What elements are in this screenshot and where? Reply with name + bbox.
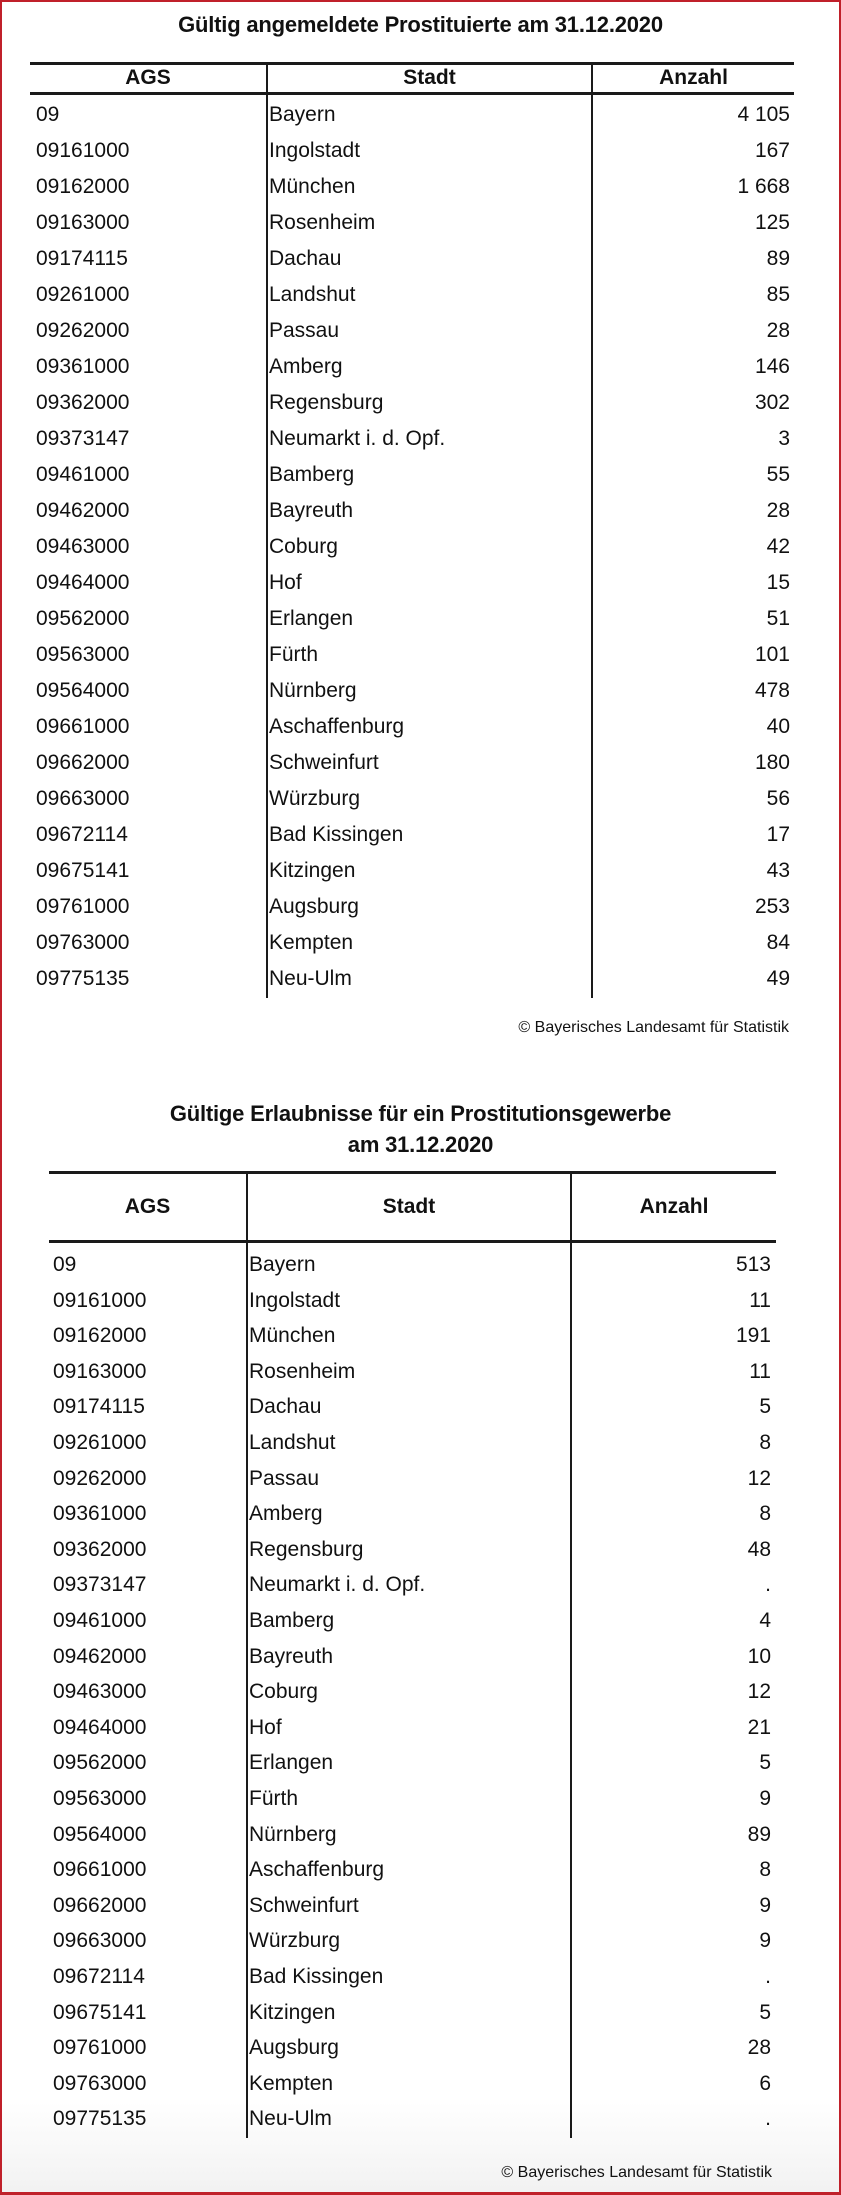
table-row (30, 313, 794, 349)
anzahl-cell: 9 (759, 1893, 771, 1917)
stadt-cell: München (269, 175, 356, 198)
stadt-cell: Erlangen (269, 607, 354, 630)
ags-cell: 09162000 (36, 175, 130, 198)
stadt-cell: Schweinfurt (249, 1893, 359, 1917)
table-row (49, 1496, 776, 1532)
stadt-cell: Bayern (249, 1253, 316, 1276)
stadt-cell: Würzburg (269, 787, 361, 810)
stadt-cell: Fürth (249, 1787, 299, 1810)
anzahl-cell: 5 (759, 1751, 771, 1775)
ags-cell: 09564000 (53, 1822, 147, 1846)
ags-cell: 09675141 (36, 859, 130, 882)
table2-title-line1: Gültige Erlaubnisse für ein Prostitutionsgewerbe (169, 1101, 672, 1126)
table1-header-rule (30, 92, 794, 95)
ags-cell: 09362000 (53, 1537, 147, 1561)
ags-cell: 09463000 (36, 535, 130, 558)
anzahl-cell: 11 (749, 1359, 771, 1383)
ags-cell: 09761000 (36, 895, 130, 918)
table-row (49, 1781, 776, 1817)
anzahl-cell: . (765, 1965, 771, 1988)
anzahl-cell: . (765, 1573, 771, 1597)
stadt-cell: Augsburg (249, 2036, 339, 2060)
stadt-cell: Neu-Ulm (249, 2107, 332, 2131)
ags-cell: 09373147 (53, 1573, 147, 1597)
table-row (49, 1318, 776, 1354)
stadt-cell: Bamberg (269, 463, 355, 486)
table1-header-ags: AGS (125, 66, 171, 89)
anzahl-cell: 6 (759, 2071, 771, 2095)
stadt-cell: Ingolstadt (269, 139, 361, 162)
anzahl-cell: 12 (747, 1680, 771, 1704)
anzahl-cell: 10 (747, 1644, 771, 1668)
anzahl-cell: 1 668 (737, 175, 790, 198)
ags-cell: 09775135 (36, 967, 130, 990)
table-row (30, 385, 794, 421)
table2-header-anzahl: Anzahl (639, 1195, 709, 1218)
ags-cell: 09462000 (36, 499, 130, 522)
ags-cell: 09463000 (53, 1680, 147, 1704)
ags-cell: 09361000 (53, 1502, 147, 1526)
stadt-cell: Neumarkt i. d. Opf. (249, 1573, 426, 1597)
table-row (30, 169, 794, 205)
table-row (49, 1959, 776, 1995)
anzahl-cell: 8 (759, 1858, 771, 1882)
table-row (30, 817, 794, 853)
stadt-cell: Hof (249, 1715, 282, 1739)
stadt-cell: Schweinfurt (269, 751, 379, 774)
table-row (30, 241, 794, 277)
table-row (49, 1425, 776, 1461)
table-row (30, 601, 794, 637)
stadt-cell: Kempten (249, 2071, 334, 2095)
stadt-cell: Ingolstadt (249, 1288, 341, 1312)
table-row (30, 277, 794, 313)
anzahl-cell: 9 (759, 1929, 771, 1953)
ags-cell: 09663000 (53, 1929, 147, 1953)
ags-cell: 09261000 (36, 283, 130, 306)
ags-cell: 09662000 (36, 751, 130, 774)
stadt-cell: Bayreuth (249, 1644, 334, 1668)
stadt-cell: Nürnberg (269, 679, 357, 702)
ags-cell: 09763000 (36, 931, 130, 954)
stadt-cell: Rosenheim (269, 211, 376, 234)
anzahl-cell: 48 (747, 1537, 771, 1561)
ags-cell: 09775135 (53, 2107, 147, 2131)
ags-cell: 09261000 (53, 1431, 147, 1454)
ags-cell: 09174115 (36, 247, 128, 270)
ags-cell: 09763000 (53, 2071, 147, 2095)
anzahl-cell: 11 (749, 1288, 771, 1312)
ags-cell: 09462000 (53, 1644, 147, 1668)
ags-cell: 09262000 (53, 1466, 147, 1490)
stadt-cell: Augsburg (269, 895, 359, 918)
table1 (30, 62, 794, 998)
anzahl-cell: . (765, 2107, 771, 2131)
table2-title-line2: am 31.12.2020 (347, 1132, 494, 1157)
ags-cell: 09 (36, 103, 60, 126)
table-row (49, 1354, 776, 1390)
anzahl-cell: 56 (766, 787, 790, 810)
anzahl-cell: 28 (747, 2036, 771, 2060)
table-row (30, 853, 794, 889)
table-row (30, 961, 794, 997)
ags-cell: 09563000 (36, 643, 130, 666)
table1-header-anzahl: Anzahl (659, 66, 728, 89)
ags-cell: 09661000 (36, 715, 130, 738)
anzahl-cell: 302 (754, 391, 790, 414)
table1-copyright: © Bayerisches Landesamt für Statistik (518, 1019, 789, 1036)
ags-cell: 09672114 (53, 1965, 145, 1988)
table-row (30, 565, 794, 601)
anzahl-cell: 89 (766, 247, 790, 270)
stadt-cell: Bad Kissingen (249, 1965, 384, 1988)
stadt-cell: Bayern (269, 103, 336, 126)
stadt-cell: Landshut (249, 1431, 336, 1454)
table2-header-rule (49, 1240, 776, 1243)
stadt-cell: Würzburg (249, 1929, 341, 1953)
table2-header-stadt: Stadt (382, 1195, 436, 1218)
stadt-cell: Regensburg (249, 1537, 364, 1561)
ags-cell: 09661000 (53, 1858, 147, 1882)
stadt-cell: Amberg (269, 355, 343, 378)
ags-cell: 09663000 (36, 787, 130, 810)
table-row (49, 2101, 776, 2137)
table-row (49, 2066, 776, 2102)
stadt-cell: Passau (249, 1466, 320, 1490)
anzahl-cell: 21 (747, 1715, 771, 1739)
anzahl-cell: 5 (759, 2000, 771, 2024)
anzahl-cell: 40 (766, 715, 790, 738)
stadt-cell: Regensburg (269, 391, 384, 414)
stadt-cell: Neumarkt i. d. Opf. (269, 427, 446, 450)
table2 (49, 1171, 776, 2138)
stadt-cell: Bad Kissingen (269, 823, 404, 846)
table-row (30, 205, 794, 241)
stadt-cell: Neu-Ulm (269, 967, 352, 990)
table-row (30, 457, 794, 493)
stadt-cell: München (249, 1324, 336, 1348)
table-row (49, 1923, 776, 1959)
anzahl-cell: 5 (759, 1395, 771, 1419)
table-row (49, 1389, 776, 1425)
ags-cell: 09 (53, 1253, 77, 1276)
stadt-cell: Dachau (269, 247, 342, 270)
table1-title: Gültig angemeldete Prostituierte am 31.12.2020 (178, 12, 663, 37)
table-row (49, 1674, 776, 1710)
stadt-cell: Kempten (269, 931, 354, 954)
ags-cell: 09163000 (53, 1359, 147, 1383)
anzahl-cell: 49 (766, 967, 790, 990)
table-row (30, 889, 794, 925)
anzahl-cell: 101 (754, 643, 790, 666)
table-row (49, 1995, 776, 2031)
table-row (49, 1461, 776, 1497)
anzahl-cell: 478 (754, 679, 790, 702)
table-row (30, 637, 794, 673)
ags-cell: 09461000 (53, 1609, 147, 1632)
stadt-cell: Hof (269, 571, 302, 594)
table-row (49, 1639, 776, 1675)
table-row (49, 1532, 776, 1568)
anzahl-cell: 513 (735, 1253, 771, 1276)
anzahl-cell: 85 (766, 283, 790, 306)
anzahl-cell: 167 (754, 139, 790, 162)
ags-cell: 09564000 (36, 679, 130, 702)
table-row (49, 1888, 776, 1924)
table-row (30, 133, 794, 169)
anzahl-cell: 89 (747, 1822, 771, 1846)
stadt-cell: Coburg (269, 535, 338, 558)
anzahl-cell: 253 (754, 895, 790, 918)
anzahl-cell: 42 (766, 535, 790, 558)
ags-cell: 09675141 (53, 2000, 147, 2024)
anzahl-cell: 84 (766, 931, 790, 954)
ags-cell: 09464000 (36, 571, 130, 594)
stadt-cell: Bayreuth (269, 499, 354, 522)
anzahl-cell: 51 (766, 607, 790, 630)
anzahl-cell: 55 (766, 463, 790, 486)
ags-cell: 09174115 (53, 1395, 145, 1419)
table2-copyright: © Bayerisches Landesamt für Statistik (501, 2164, 772, 2181)
table-row (30, 529, 794, 565)
ags-cell: 09562000 (36, 607, 130, 630)
ags-cell: 09361000 (36, 355, 130, 378)
ags-cell: 09672114 (36, 823, 128, 846)
stadt-cell: Landshut (269, 283, 356, 306)
ags-cell: 09162000 (53, 1324, 147, 1348)
table-row (30, 709, 794, 745)
table2-header-ags: AGS (124, 1195, 171, 1218)
table-row (30, 493, 794, 529)
stadt-cell: Amberg (249, 1502, 323, 1526)
table-row (30, 673, 794, 709)
table-row (49, 1247, 776, 1283)
table-row (30, 421, 794, 457)
table-row (30, 925, 794, 961)
table-row (49, 1745, 776, 1781)
ags-cell: 09262000 (36, 319, 130, 342)
anzahl-cell: 180 (754, 751, 790, 774)
table-row (49, 1603, 776, 1639)
stadt-cell: Nürnberg (249, 1822, 337, 1846)
ags-cell: 09662000 (53, 1893, 147, 1917)
ags-cell: 09761000 (53, 2036, 147, 2060)
ags-cell: 09464000 (53, 1715, 147, 1739)
anzahl-cell: 43 (766, 859, 790, 882)
stadt-cell: Rosenheim (249, 1359, 356, 1383)
ags-cell: 09163000 (36, 211, 130, 234)
anzahl-cell: 12 (747, 1466, 771, 1490)
anzahl-cell: 191 (735, 1324, 771, 1348)
table-row (49, 1283, 776, 1319)
table-row (49, 1852, 776, 1888)
stadt-cell: Aschaffenburg (249, 1858, 385, 1882)
table1-header-stadt: Stadt (403, 66, 456, 89)
anzahl-cell: 125 (754, 211, 790, 234)
anzahl-cell: 28 (766, 499, 790, 522)
stadt-cell: Coburg (249, 1680, 318, 1704)
anzahl-cell: 4 (759, 1609, 771, 1632)
stadt-cell: Aschaffenburg (269, 715, 405, 738)
anzahl-cell: 146 (754, 355, 790, 378)
anzahl-cell: 8 (759, 1502, 771, 1526)
ags-cell: 09562000 (53, 1751, 147, 1775)
anzahl-cell: 9 (759, 1787, 771, 1810)
table-row (30, 781, 794, 817)
anzahl-cell: 8 (759, 1431, 771, 1454)
stadt-cell: Erlangen (249, 1751, 334, 1775)
stadt-cell: Dachau (249, 1395, 322, 1419)
stadt-cell: Passau (269, 319, 340, 342)
ags-cell: 09373147 (36, 427, 130, 450)
anzahl-cell: 17 (766, 823, 790, 846)
table-row (30, 97, 794, 133)
table-row (30, 745, 794, 781)
anzahl-cell: 4 105 (737, 103, 790, 126)
ags-cell: 09461000 (36, 463, 130, 486)
stadt-cell: Kitzingen (249, 2000, 336, 2024)
stadt-cell: Bamberg (249, 1609, 335, 1632)
anzahl-cell: 28 (766, 319, 790, 342)
anzahl-cell: 3 (778, 427, 790, 450)
table-row (49, 1567, 776, 1603)
anzahl-cell: 15 (766, 571, 790, 594)
table-row (49, 1817, 776, 1853)
stadt-cell: Kitzingen (269, 859, 356, 882)
ags-cell: 09161000 (36, 139, 130, 162)
table-row (49, 1710, 776, 1746)
ags-cell: 09563000 (53, 1787, 147, 1810)
table-row (30, 349, 794, 385)
table-row (49, 2030, 776, 2066)
stadt-cell: Fürth (269, 643, 319, 666)
ags-cell: 09362000 (36, 391, 130, 414)
ags-cell: 09161000 (53, 1288, 147, 1312)
